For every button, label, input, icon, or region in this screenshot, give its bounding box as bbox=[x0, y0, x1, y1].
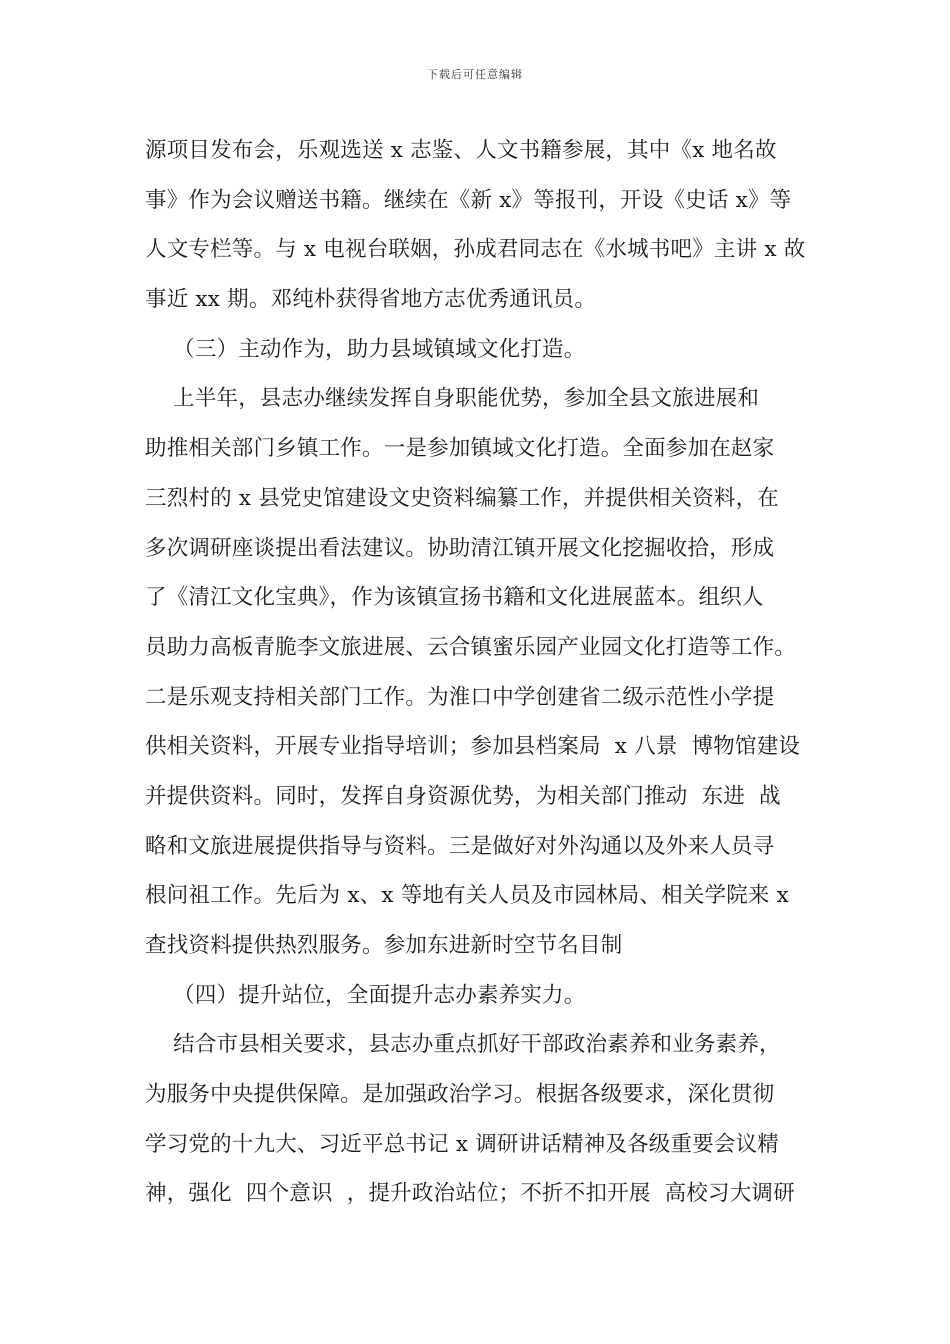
text-line: 助推相关部门乡镇工作。一是参加镇域文化打造。全面参加在赵家 bbox=[145, 436, 775, 462]
text-line: 根问祖工作。先后为 x、x 等地有关人员及市园林局、相关学院来 x bbox=[145, 883, 789, 909]
text-line: 并提供资料。同时，发挥自身资源优势，为相关部门推动 东进 战 bbox=[145, 783, 781, 809]
text-line: 神，强化 四个意识 ，提升政治站位；不折不扣开展 高校习大调研 bbox=[145, 1181, 795, 1207]
section-heading: （三）主动作为，助力县域镇域文化打造。 bbox=[145, 336, 586, 362]
text-line: 多次调研座谈提出看法建议。协助清江镇开展文化挖掘收拾，形成 bbox=[145, 535, 775, 561]
text-line: 二是乐观支持相关部门工作。为淮口中学创建省二级示范性小学提 bbox=[145, 684, 775, 710]
text-line: 员助力高板青脆李文旅进展、云合镇蜜乐园产业园文化打造等工作。 bbox=[145, 634, 797, 660]
text-line: 事近 xx 期。邓纯朴获得省地方志优秀通讯员。 bbox=[145, 287, 597, 313]
text-line: 事》作为会议赠送书籍。继续在《新 x》等报刊，开设《史话 x》等 bbox=[145, 187, 792, 213]
text-line: 供相关资料，开展专业指导培训；参加县档案局 x 八景 博物馆建设 bbox=[145, 734, 801, 760]
text-line: 为服务中央提供保障。是加强政治学习。根据各级要求，深化贯彻 bbox=[145, 1082, 775, 1108]
text-line: 源项目发布会，乐观选送 x 志鉴、人文书籍参展，其中《x 地名故 bbox=[145, 138, 777, 163]
text-line: 学习党的十九大、习近平总书记 x 调研讲话精神及各级重要会议精 bbox=[145, 1131, 779, 1157]
text-line: 结合市县相关要求，县志办重点抓好干部政治素养和业务素养， bbox=[145, 1032, 781, 1058]
section-heading: （四）提升站位，全面提升志办素养实力。 bbox=[145, 982, 586, 1008]
text-line: 查找资料提供热烈服务。参加东进新时空节名目制 bbox=[145, 933, 623, 958]
text-line: 了《清江文化宝典》，作为该镇宣扬书籍和文化进展蓝本。组织人 bbox=[145, 585, 764, 611]
text-line: 上半年，县志办继续发挥自身职能优势，参加全县文旅进展和 bbox=[145, 386, 760, 412]
text-line: 略和文旅进展提供指导与资料。三是做好对外沟通以及外来人员寻 bbox=[145, 833, 775, 859]
document-body bbox=[145, 126, 810, 1219]
text-line: 人文专栏等。与 x 电视台联姻，孙成君同志在《水城书吧》主讲 x 故 bbox=[145, 237, 806, 263]
text-line: 三烈村的 x 县党史馆建设文史资料编纂工作，并提供相关资料，在 bbox=[145, 485, 779, 511]
page-header: 下载后可任意编辑 bbox=[427, 68, 523, 81]
